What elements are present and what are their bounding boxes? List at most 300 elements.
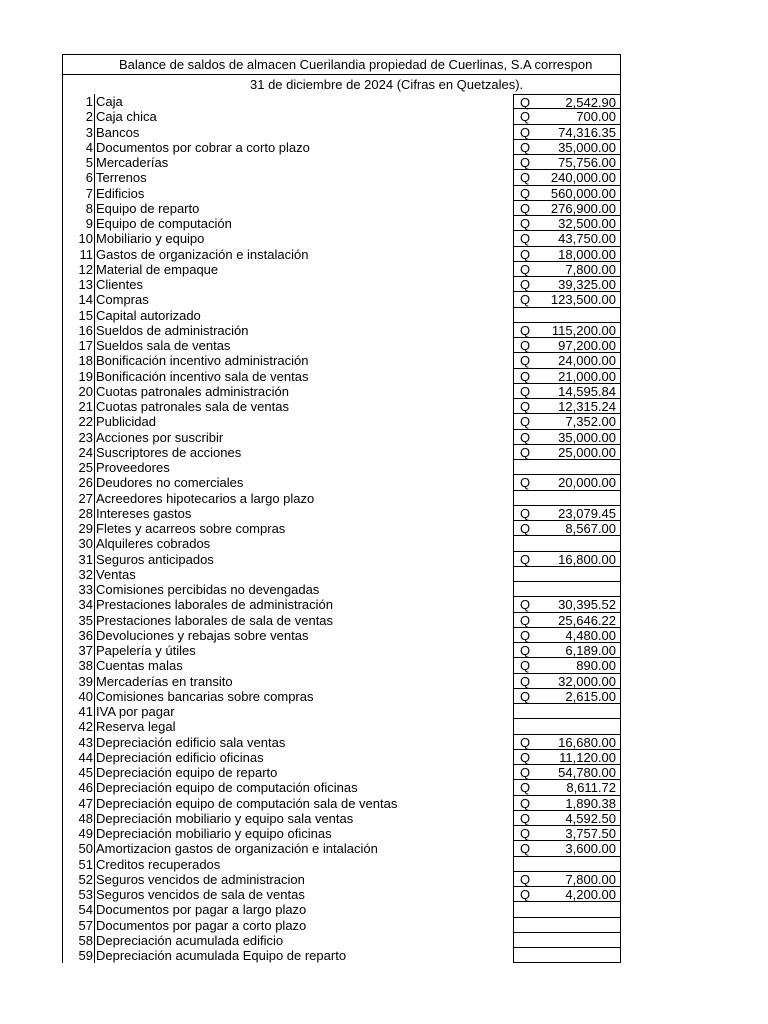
row-number: 48	[78, 810, 93, 826]
row-number: 43	[78, 734, 93, 750]
account-name: Documentos por cobrar a corto plazo	[94, 140, 513, 155]
currency-symbol: Q	[520, 124, 531, 140]
account-name: Cuentas malas	[94, 658, 513, 673]
account-name: Intereses gastos	[94, 506, 513, 521]
row-number: 18	[78, 353, 93, 369]
amount-cell	[513, 399, 620, 414]
account-name: Caja chica	[94, 109, 513, 124]
amount-cell	[513, 948, 620, 963]
amount-value: 240,000.00	[550, 170, 616, 186]
table-row	[63, 552, 620, 567]
table-row	[63, 247, 620, 262]
currency-symbol: Q	[520, 826, 531, 841]
amount-cell	[513, 811, 620, 826]
account-name: Bonificación incentivo administración	[94, 353, 513, 368]
row-number: 21	[78, 399, 93, 414]
amount-value: 11,120.00	[559, 749, 616, 765]
amount-value: 123,500.00	[550, 292, 616, 308]
account-name: Edificios	[94, 186, 513, 201]
amount-cell	[513, 674, 620, 689]
table-row	[63, 125, 620, 140]
amount-value: 6,189.00	[565, 643, 616, 658]
currency-symbol: Q	[520, 246, 531, 262]
account-rows	[63, 94, 620, 963]
row-number: 12	[78, 261, 93, 277]
amount-cell	[513, 491, 620, 506]
amount-cell	[513, 765, 620, 780]
currency-symbol: Q	[520, 612, 531, 628]
amount-value: 74,316.35	[558, 124, 616, 140]
account-name: Sueldos sala de ventas	[94, 338, 513, 353]
amount-cell	[513, 780, 620, 795]
amount-value: 35,000.00	[558, 139, 616, 155]
amount-cell	[513, 597, 620, 612]
amount-cell	[513, 826, 620, 841]
currency-symbol: Q	[520, 338, 531, 353]
account-name: Seguros vencidos de administracion	[94, 872, 513, 887]
amount-cell	[513, 155, 620, 170]
amount-value: 4,480.00	[565, 627, 616, 643]
row-number: 33	[78, 582, 93, 597]
row-number: 36	[78, 627, 93, 643]
row-number: 26	[78, 475, 93, 491]
amount-cell	[513, 552, 620, 567]
account-name: Clientes	[94, 277, 513, 292]
account-name: Publicidad	[94, 414, 513, 429]
amount-value: 3,757.50	[565, 826, 616, 841]
account-name: Suscriptores de acciones	[94, 445, 513, 460]
amount-value: 97,200.00	[558, 338, 616, 353]
table-row	[63, 902, 620, 917]
amount-value: 14,595.84	[558, 383, 616, 399]
table-row	[63, 475, 620, 490]
row-number: 32	[78, 566, 93, 582]
row-number: 9	[85, 216, 93, 231]
currency-symbol: Q	[520, 871, 531, 887]
amount-value: 43,750.00	[558, 231, 616, 247]
table-row	[63, 94, 620, 109]
amount-value: 4,592.50	[565, 810, 616, 826]
row-number: 17	[78, 338, 93, 353]
table-row	[63, 201, 620, 216]
account-name: Terrenos	[94, 170, 513, 185]
account-name: Depreciación edificio sala ventas	[94, 735, 513, 750]
amount-cell	[513, 125, 620, 140]
currency-symbol: Q	[520, 887, 531, 902]
amount-value: 18,000.00	[558, 246, 616, 262]
table-row	[63, 536, 620, 551]
table-row	[63, 155, 620, 170]
amount-cell	[513, 369, 620, 384]
table-row	[63, 872, 620, 887]
currency-symbol: Q	[520, 795, 531, 811]
amount-cell	[513, 796, 620, 811]
table-row	[63, 567, 620, 582]
row-number: 39	[78, 673, 93, 689]
amount-value: 8,611.72	[566, 780, 616, 796]
table-row	[63, 369, 620, 384]
table-row	[63, 933, 620, 948]
amount-cell	[513, 704, 620, 719]
table-row	[63, 704, 620, 719]
currency-symbol: Q	[520, 368, 531, 384]
account-name: Depreciación equipo de reparto	[94, 765, 513, 780]
currency-symbol: Q	[520, 292, 531, 308]
table-row	[63, 430, 620, 445]
amount-cell	[513, 902, 620, 917]
account-name: Acreedores hipotecarios a largo plazo	[94, 491, 513, 506]
table-row	[63, 597, 620, 612]
currency-symbol: Q	[520, 200, 531, 216]
amount-value: 25,000.00	[558, 444, 616, 460]
row-number: 57	[78, 917, 93, 933]
amount-cell	[513, 521, 620, 536]
currency-symbol: Q	[520, 414, 531, 430]
account-name: Depreciación acumulada Equipo de reparto	[94, 948, 513, 963]
table-row	[63, 399, 620, 414]
amount-value: 39,325.00	[558, 277, 616, 292]
currency-symbol: Q	[520, 841, 531, 857]
table-row	[63, 887, 620, 902]
amount-value: 25,646.22	[558, 612, 616, 628]
account-name: Capital autorizado	[94, 308, 513, 323]
amount-cell	[513, 613, 620, 628]
table-row	[63, 292, 620, 307]
table-row	[63, 857, 620, 872]
table-row	[63, 719, 620, 734]
currency-symbol: Q	[520, 95, 531, 110]
amount-value: 24,000.00	[558, 353, 616, 369]
table-row	[63, 582, 620, 597]
account-name: Bancos	[94, 125, 513, 140]
row-number: 28	[78, 505, 93, 521]
amount-cell	[513, 231, 620, 246]
amount-value: 2,615.00	[565, 688, 616, 704]
table-row	[63, 414, 620, 429]
amount-cell	[513, 735, 620, 750]
account-name: Equipo de reparto	[94, 201, 513, 216]
row-number: 40	[78, 688, 93, 704]
currency-symbol: Q	[520, 749, 531, 765]
amount-cell	[513, 94, 620, 109]
account-name: Amortizacion gastos de organización e intalación	[94, 841, 513, 856]
row-number: 6	[85, 170, 93, 186]
row-number: 19	[78, 368, 93, 384]
amount-value: 276,900.00	[550, 200, 616, 216]
row-number: 53	[78, 887, 93, 902]
account-name: Prestaciones laborales de sala de ventas	[94, 613, 513, 628]
amount-cell	[513, 628, 620, 643]
amount-value: 115,200.00	[551, 322, 616, 338]
amount-cell	[513, 582, 620, 597]
amount-cell	[513, 109, 620, 124]
table-row	[63, 308, 620, 323]
amount-cell	[513, 536, 620, 551]
table-row	[63, 658, 620, 673]
amount-cell	[513, 872, 620, 887]
table-row	[63, 491, 620, 506]
row-number: 42	[78, 719, 93, 735]
currency-symbol: Q	[520, 475, 531, 491]
amount-cell	[513, 658, 620, 673]
amount-cell	[513, 384, 620, 399]
amount-cell	[513, 140, 620, 155]
amount-cell	[513, 719, 620, 734]
table-row	[63, 186, 620, 201]
table-row	[63, 826, 620, 841]
title-row-2	[63, 75, 620, 94]
currency-symbol: Q	[520, 170, 531, 186]
amount-cell	[513, 445, 620, 460]
table-row	[63, 460, 620, 475]
amount-cell	[513, 247, 620, 262]
table-row	[63, 277, 620, 292]
account-name: Ventas	[94, 567, 513, 582]
row-number: 10	[78, 231, 93, 247]
amount-value: 35,000.00	[558, 429, 616, 445]
amount-cell	[513, 216, 620, 231]
table-row	[63, 384, 620, 399]
amount-cell	[513, 338, 620, 353]
row-number: 22	[78, 414, 93, 430]
account-name: Depreciación acumulada edificio	[94, 933, 513, 948]
currency-symbol: Q	[520, 810, 531, 826]
row-number: 27	[78, 490, 93, 506]
amount-cell	[513, 414, 620, 429]
row-number: 31	[78, 551, 93, 567]
currency-symbol: Q	[520, 261, 531, 277]
amount-cell	[513, 918, 620, 933]
amount-cell	[513, 475, 620, 490]
currency-symbol: Q	[520, 139, 531, 155]
account-name: Alquileres cobrados	[94, 536, 513, 551]
row-number: 7	[85, 185, 93, 201]
currency-symbol: Q	[520, 185, 531, 201]
amount-cell	[513, 689, 620, 704]
amount-value: 23,079.45	[558, 505, 616, 521]
row-number: 20	[78, 383, 93, 399]
amount-value: 21,000.00	[558, 368, 616, 384]
account-name: Caja	[94, 94, 513, 109]
account-name: Fletes y acarreos sobre compras	[94, 521, 513, 536]
row-number: 11	[79, 246, 93, 262]
account-name: Compras	[94, 292, 513, 307]
account-name: Depreciación equipo de computación oficinas	[94, 780, 513, 795]
table-row	[63, 765, 620, 780]
account-name: Material de empaque	[94, 262, 513, 277]
amount-value: 75,756.00	[558, 155, 616, 170]
table-row	[63, 948, 620, 963]
amount-value: 12,315.24	[558, 399, 616, 414]
table-row	[63, 338, 620, 353]
amount-cell	[513, 841, 620, 856]
currency-symbol: Q	[520, 780, 531, 796]
title-row-1	[63, 55, 620, 75]
sheet-title: Balance de saldos de almacen Cuerilandia propiedad de Cuerlinas, S.A correspon	[119, 57, 593, 72]
currency-symbol: Q	[520, 277, 531, 292]
currency-symbol: Q	[520, 734, 531, 750]
row-number: 52	[78, 871, 93, 887]
account-name: Papelería y útiles	[94, 643, 513, 658]
amount-value: 4,200.00	[565, 887, 616, 902]
account-name: Acciones por suscribir	[94, 430, 513, 445]
sheet-subtitle: 31 de diciembre de 2024 (Cifras en Quetzales).	[250, 77, 524, 92]
table-row	[63, 109, 620, 124]
table-row	[63, 689, 620, 704]
table-row	[63, 445, 620, 460]
currency-symbol: Q	[520, 231, 531, 247]
row-number: 5	[85, 155, 93, 170]
row-number: 13	[78, 277, 93, 292]
amount-cell	[513, 201, 620, 216]
row-number: 35	[78, 612, 93, 628]
amount-value: 890.00	[576, 658, 616, 674]
amount-cell	[513, 887, 620, 902]
amount-value: 560,000.00	[550, 185, 616, 201]
table-row	[63, 796, 620, 811]
amount-value: 7,352.00	[565, 414, 616, 430]
amount-cell	[513, 186, 620, 201]
currency-symbol: Q	[520, 627, 531, 643]
table-row	[63, 628, 620, 643]
account-name: Sueldos de administración	[94, 323, 513, 338]
currency-symbol: Q	[520, 399, 531, 414]
currency-symbol: Q	[520, 505, 531, 521]
row-number: 50	[78, 841, 93, 857]
table-row	[63, 750, 620, 765]
row-number: 8	[85, 200, 93, 216]
amount-cell	[513, 567, 620, 582]
account-name: Deudores no comerciales	[94, 475, 513, 490]
row-number: 44	[78, 749, 93, 765]
table-row	[63, 262, 620, 277]
amount-cell	[513, 323, 620, 338]
currency-symbol: Q	[520, 765, 531, 780]
account-name: Proveedores	[94, 460, 513, 475]
table-row	[63, 506, 620, 521]
table-row	[63, 613, 620, 628]
row-number: 4	[85, 139, 93, 155]
row-number: 3	[85, 124, 93, 140]
table-row	[63, 780, 620, 795]
row-number: 14	[78, 292, 93, 308]
currency-symbol: Q	[520, 216, 531, 231]
currency-symbol: Q	[520, 658, 531, 674]
row-number: 47	[78, 795, 93, 811]
currency-symbol: Q	[520, 597, 531, 613]
table-row	[63, 643, 620, 658]
row-number: 51	[78, 856, 93, 872]
account-name: IVA por pagar	[94, 704, 513, 719]
account-name: Comisiones percibidas no devengadas	[94, 582, 513, 597]
amount-value: 7,800.00	[565, 871, 616, 887]
row-number: 58	[78, 932, 93, 948]
amount-cell	[513, 506, 620, 521]
table-row	[63, 841, 620, 856]
amount-value: 32,000.00	[558, 673, 616, 689]
table-row	[63, 140, 620, 155]
account-name: Comisiones bancarias sobre compras	[94, 689, 513, 704]
amount-value: 32,500.00	[558, 216, 616, 231]
row-number: 1	[85, 94, 93, 109]
table-row	[63, 918, 620, 933]
currency-symbol: Q	[520, 322, 531, 338]
currency-symbol: Q	[520, 109, 531, 125]
account-name: Devoluciones y rebajas sobre ventas	[94, 628, 513, 643]
account-name: Documentos por pagar a largo plazo	[94, 902, 513, 917]
amount-cell	[513, 933, 620, 948]
amount-cell	[513, 262, 620, 277]
row-number: 29	[78, 521, 93, 536]
account-name: Cuotas patronales sala de ventas	[94, 399, 513, 414]
amount-value: 16,800.00	[558, 551, 616, 567]
account-name: Seguros anticipados	[94, 552, 513, 567]
table-row	[63, 216, 620, 231]
account-name: Depreciación equipo de computación sala de ventas	[94, 796, 513, 811]
account-name: Prestaciones laborales de administración	[94, 597, 513, 612]
currency-symbol: Q	[520, 551, 531, 567]
currency-symbol: Q	[520, 383, 531, 399]
account-name: Cuotas patronales administración	[94, 384, 513, 399]
row-number: 30	[78, 536, 93, 552]
row-number: 25	[78, 460, 93, 475]
row-number: 16	[78, 322, 93, 338]
account-name: Mercaderías en transito	[94, 674, 513, 689]
row-number: 23	[78, 429, 93, 445]
amount-value: 700.00	[576, 109, 616, 125]
account-name: Documentos por pagar a corto plazo	[94, 918, 513, 933]
account-name: Depreciación mobiliario y equipo sala ventas	[94, 811, 513, 826]
account-name: Seguros vencidos de sala de ventas	[94, 887, 513, 902]
account-name: Depreciación mobiliario y equipo oficinas	[94, 826, 513, 841]
currency-symbol: Q	[520, 688, 531, 704]
row-number: 49	[78, 826, 93, 841]
table-row	[63, 170, 620, 185]
currency-symbol: Q	[520, 521, 531, 536]
amount-cell	[513, 308, 620, 323]
amount-value: 7,800.00	[565, 261, 616, 277]
table-row	[63, 674, 620, 689]
table-row	[63, 735, 620, 750]
balance-sheet-table	[62, 54, 621, 963]
row-number: 54	[78, 902, 93, 918]
amount-cell	[513, 857, 620, 872]
amount-cell	[513, 353, 620, 368]
table-row	[63, 521, 620, 536]
currency-symbol: Q	[520, 673, 531, 689]
account-name: Gastos de organización e instalación	[94, 247, 513, 262]
table-row	[63, 323, 620, 338]
row-number: 38	[78, 658, 93, 674]
amount-cell	[513, 430, 620, 445]
amount-cell	[513, 643, 620, 658]
row-number: 37	[78, 643, 93, 658]
amount-value: 54,780.00	[558, 765, 616, 780]
table-row	[63, 353, 620, 368]
account-name: Reserva legal	[94, 719, 513, 734]
table-row	[63, 231, 620, 246]
amount-value: 8,567.00	[565, 521, 616, 536]
amount-cell	[513, 292, 620, 307]
row-number: 34	[78, 597, 93, 613]
amount-value: 30,395.52	[558, 597, 616, 613]
row-number: 45	[78, 765, 93, 780]
amount-cell	[513, 750, 620, 765]
account-name: Depreciación edificio oficinas	[94, 750, 513, 765]
account-name: Equipo de computación	[94, 216, 513, 231]
row-number: 41	[78, 704, 93, 719]
amount-value: 1,890.38	[565, 795, 616, 811]
